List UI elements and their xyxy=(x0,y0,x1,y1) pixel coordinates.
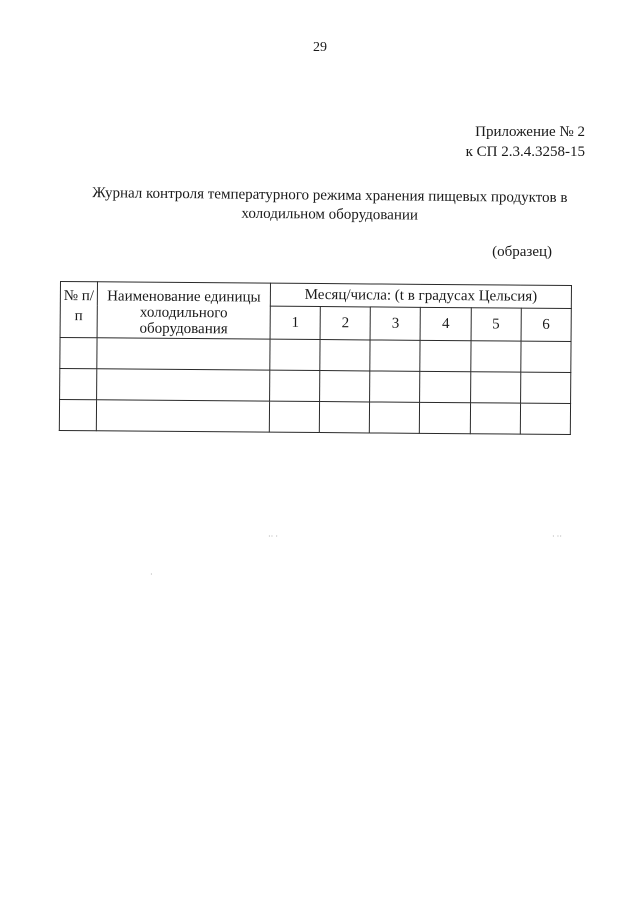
table-cell xyxy=(97,338,270,370)
table-cell xyxy=(470,372,520,403)
appendix-line-1: Приложение № 2 xyxy=(475,124,585,140)
scan-speck: · xyxy=(150,570,153,579)
scan-speck: · ·· xyxy=(552,532,562,541)
table-cell xyxy=(319,402,369,433)
table-cell xyxy=(270,339,320,370)
header-day: 3 xyxy=(370,307,420,340)
table-cell xyxy=(59,400,96,431)
table-cell xyxy=(370,371,420,402)
table-cell xyxy=(420,371,470,402)
page-number: 29 xyxy=(313,40,327,55)
table-cell xyxy=(520,372,570,403)
table-cell xyxy=(320,371,370,402)
table-cell xyxy=(60,369,97,400)
temperature-journal-table xyxy=(59,281,572,435)
journal-title-line-1: Журнал контроля температурного режима хранения пищевых продуктов в xyxy=(92,185,568,207)
table-cell xyxy=(521,341,571,372)
table-row xyxy=(59,400,570,435)
table-row xyxy=(60,369,571,404)
table-cell xyxy=(96,400,269,432)
table-cell xyxy=(370,402,420,433)
table-cell xyxy=(470,403,520,434)
table-row xyxy=(60,338,571,373)
journal-title-line-2: холодильном оборудовании xyxy=(241,205,419,224)
header-month-days: Месяц/числа: (t в градусах Цельсия) xyxy=(270,283,571,308)
table-cell xyxy=(270,370,320,401)
table-header-row xyxy=(60,282,571,309)
header-number: № п/п xyxy=(60,282,97,338)
header-equipment-name: Наименование единицы холодильного оборудования xyxy=(97,282,270,339)
table-cell xyxy=(97,369,270,401)
table-cell xyxy=(320,340,370,371)
table-cell xyxy=(60,338,97,369)
table-cell xyxy=(420,340,470,371)
table-cell xyxy=(269,401,319,432)
table-cell xyxy=(420,402,470,433)
table-cell xyxy=(470,341,520,372)
header-day: 2 xyxy=(320,307,370,340)
header-day: 1 xyxy=(270,306,320,339)
sample-label: (образец) xyxy=(492,244,552,260)
appendix-reference xyxy=(466,122,585,162)
header-day: 5 xyxy=(471,308,521,341)
header-day: 4 xyxy=(421,307,471,340)
appendix-line-2: к СП 2.3.4.3258-15 xyxy=(465,144,585,160)
scan-speck: ·· · xyxy=(268,532,278,541)
journal-title xyxy=(80,184,580,227)
table-body xyxy=(59,338,571,435)
header-day: 6 xyxy=(521,308,571,341)
table-cell xyxy=(520,403,570,434)
table-cell xyxy=(370,340,420,371)
